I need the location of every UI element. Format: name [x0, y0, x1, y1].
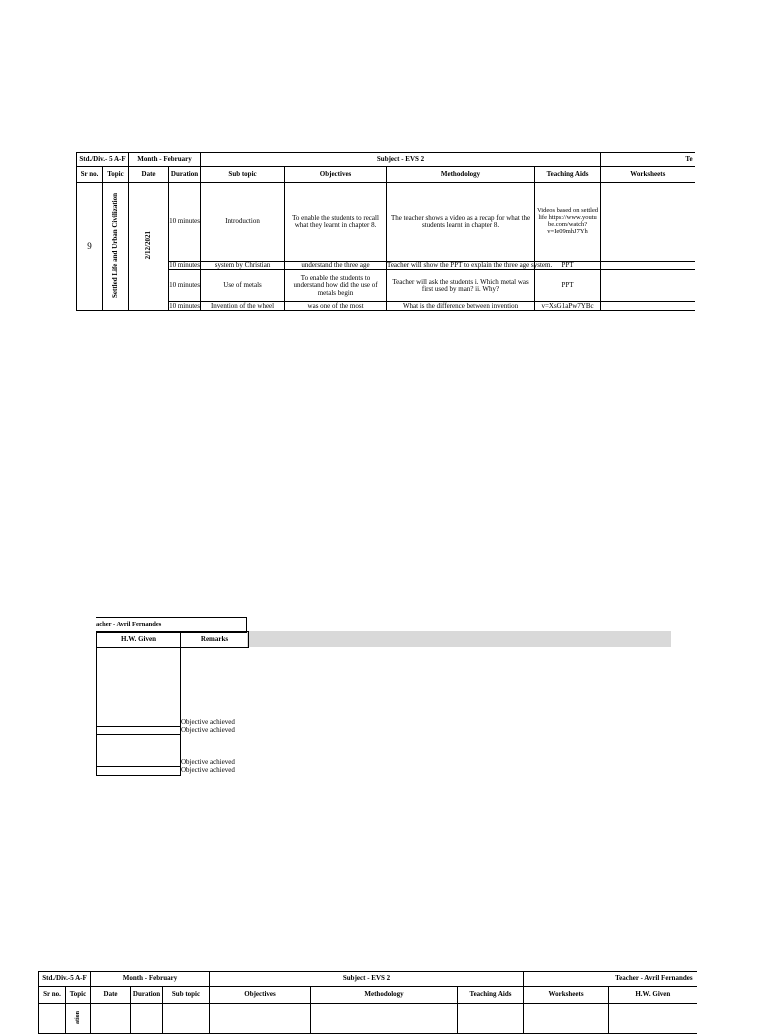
lesson-plan-table [76, 152, 695, 311]
methodology-cell: Teacher will show the PPT to explain the three age system. [387, 261, 553, 269]
remarks-header: Remarks [181, 632, 249, 648]
teacher-cell: Teacher - Avril Fernandes [524, 972, 697, 987]
duration-cell: 10 minutes [169, 270, 201, 302]
hw-given-cell [97, 648, 181, 727]
next-page-table [38, 971, 697, 1034]
remarks-cell: Objective achieved [181, 758, 235, 767]
objectives-cell: understand the three age [285, 262, 387, 270]
subtopic-cell: Use of metals [201, 270, 285, 302]
col-sr-header: Sr no. [77, 167, 103, 183]
worksheets-cell [524, 1004, 609, 1034]
subtopic-cell: system by Christian [201, 262, 285, 270]
subtopic-cell [163, 1004, 210, 1034]
col-aids-header: Teaching Aids [535, 167, 601, 183]
objectives-cell: To enable the students to understand how did the use of metals begin [285, 270, 387, 302]
date-cell [91, 1004, 131, 1034]
remarks-cell: Objective achieved [181, 725, 235, 734]
teaching-aids-cell: PPT [535, 270, 601, 302]
subtopic-cell: Invention of the wheel [201, 302, 285, 311]
duration-cell: 10 minutes [169, 261, 200, 269]
worksheets-cell [601, 183, 695, 262]
objectives-cell: was one of the most [285, 302, 387, 311]
topic-text: Settled Life and Urban Civilization [110, 192, 119, 298]
methodology-cell: What is the difference between invention [387, 302, 535, 311]
col-aids-header: Teaching Aids [458, 987, 524, 1004]
subtopic-cell: Introduction [201, 183, 285, 262]
col-topic-header: Topic [66, 987, 91, 1004]
col-objectives-header: Objectives [285, 167, 387, 183]
methodology-cell [311, 1004, 458, 1034]
worksheets-cell [601, 262, 695, 270]
teaching-aids-cell: v=XsG1aPw7YBc [535, 302, 601, 311]
hw-given-cell [97, 727, 181, 735]
col-objectives-header: Objectives [210, 987, 311, 1004]
remarks-cell: Objective achieved [181, 718, 235, 727]
col-topic-header: Topic [103, 167, 129, 183]
duration-cell [131, 1004, 163, 1034]
teacher-cell-cut: Te [601, 153, 695, 167]
col-methodology-header: Methodology [311, 987, 458, 1004]
worksheets-cell [601, 270, 695, 302]
subject-cell: Subject - EVS 2 [201, 153, 601, 167]
month-cell: Month - February [91, 972, 210, 987]
sr-number-cell: 9 [77, 183, 103, 311]
objectives-cell [210, 1004, 311, 1034]
teaching-aids-cell [458, 1004, 524, 1034]
subject-cell: Subject - EVS 2 [210, 972, 524, 987]
methodology-cell: The teacher shows a video as a recap for what the students learnt in chapter 8. [387, 183, 535, 262]
duration-cell: 10 minutes [169, 183, 201, 262]
col-methodology-header: Methodology [387, 167, 535, 183]
topic-cell [66, 1004, 91, 1034]
worksheets-cell [601, 302, 695, 311]
teaching-aids-cell: Videos based on settled life https://www.youtu be.com/watch? v=Ie09mhJ7Yh [535, 183, 601, 262]
col-subtopic-header: Sub topic [163, 987, 210, 1004]
col-hw-header: H.W. Given [609, 987, 697, 1004]
objectives-cell: To enable the students to recall what they learnt in chapter 8. [285, 183, 387, 262]
col-date-header: Date [129, 167, 169, 183]
date-cell [129, 183, 169, 311]
hw-given-cell [609, 1004, 697, 1034]
duration-cell: 10 minutes [169, 301, 200, 310]
topic-cell [103, 183, 129, 311]
teacher-name-cut: acher - Avril Fernandes [96, 621, 162, 628]
gray-header-band [247, 631, 671, 647]
col-worksheets-header: Worksheets [524, 987, 609, 1004]
topic-fragment: ation [74, 1010, 81, 1024]
col-duration-header: Duration [169, 167, 201, 183]
continuation-table [96, 631, 249, 776]
methodology-cell: Teacher will ask the students i. Which metal was first used by man? ii. Why? [387, 270, 535, 302]
hw-given-cell [97, 735, 181, 767]
date-text: 2/12/2021 [143, 231, 152, 260]
col-duration-header: Duration [131, 987, 163, 1004]
col-sr-header: Sr no. [39, 987, 66, 1004]
std-div-cell: Std./Div.-5 A-F [39, 972, 91, 987]
col-subtopic-header: Sub topic [201, 167, 285, 183]
col-date-header: Date [91, 987, 131, 1004]
col-worksheets-header: Worksheets [601, 167, 695, 183]
std-div-cell: Std./Div.- 5 A-F [77, 153, 129, 167]
remarks-cell: Objective achieved [181, 766, 235, 775]
month-cell: Month - February [129, 153, 201, 167]
hw-given-header: H.W. Given [97, 632, 181, 648]
teaching-aids-cell: PPT [535, 262, 601, 270]
sr-number-cell [39, 1004, 66, 1034]
hw-given-cell [97, 767, 181, 776]
